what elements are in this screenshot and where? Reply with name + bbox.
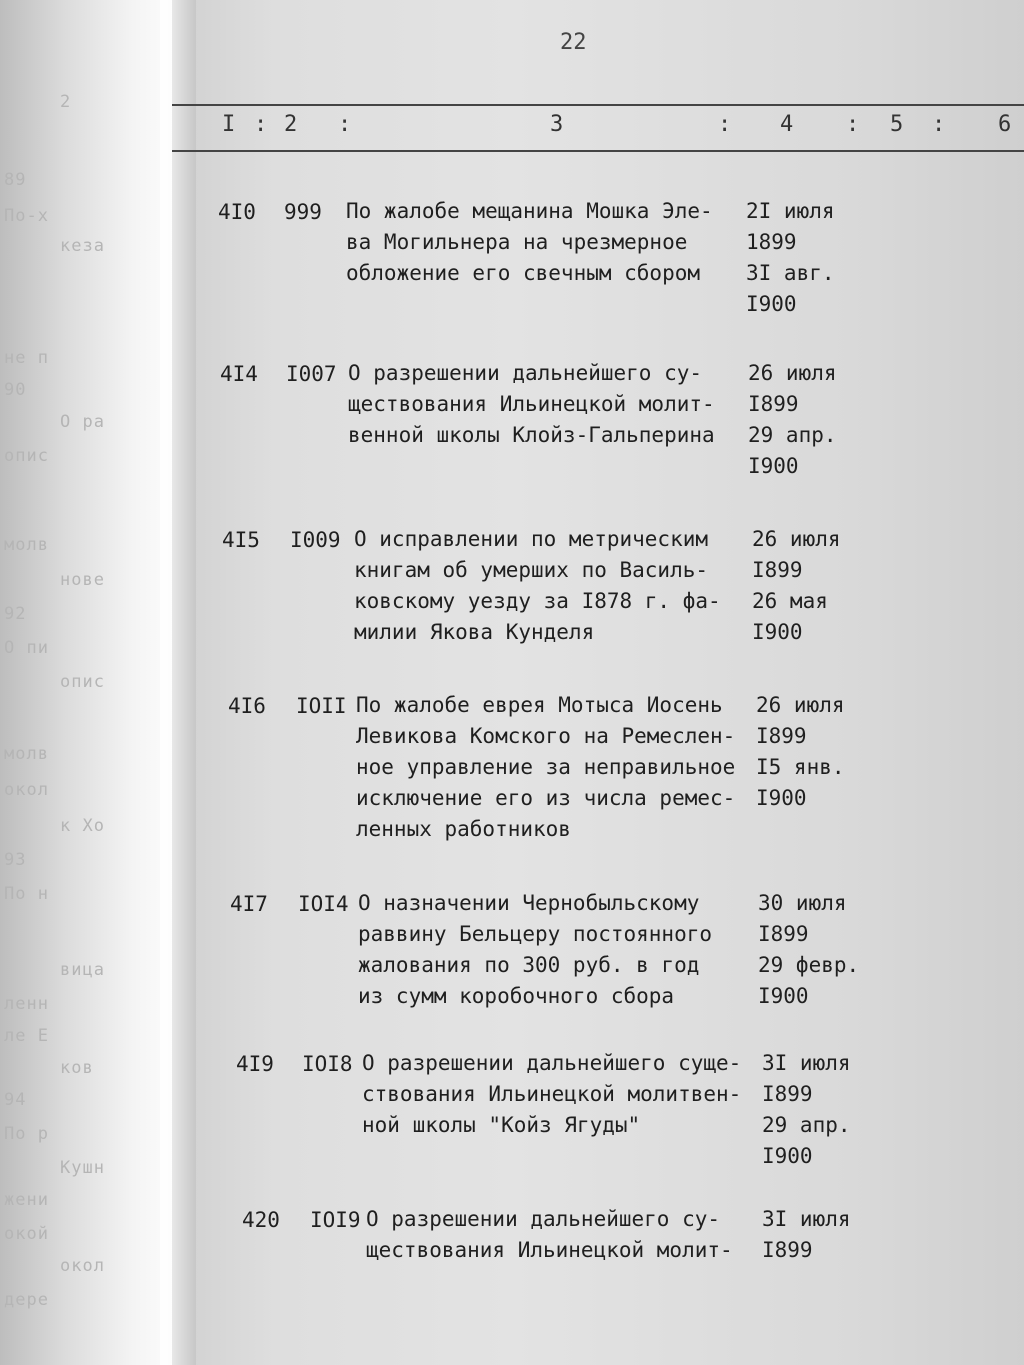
description-line: из сумм коробочного сбора xyxy=(358,984,675,1008)
bleed-text-fragment: окол xyxy=(60,1256,105,1276)
date-line: I900 xyxy=(748,454,799,478)
column-header-6: 6 xyxy=(998,112,1012,137)
bleed-text-fragment: вица xyxy=(60,960,105,980)
entry-description xyxy=(354,524,721,648)
date-line: 3I авг. xyxy=(746,261,835,285)
entry-dates xyxy=(762,1048,851,1172)
entry-description xyxy=(358,888,712,1012)
entry-description xyxy=(348,358,715,451)
entry-number: 420 xyxy=(242,1208,280,1232)
description-line: Левикова Комского на Ремеслен- xyxy=(356,724,736,748)
column-header-4: 4 xyxy=(780,112,794,137)
date-line: I899 xyxy=(758,922,809,946)
description-line: О назначении Чернобыльскому xyxy=(358,891,700,915)
date-line: I5 янв. xyxy=(756,755,845,779)
bleed-text-fragment: молв xyxy=(4,535,49,555)
description-line: ществования Ильинецкой молит- xyxy=(348,392,715,416)
case-number: I007 xyxy=(286,362,337,386)
entry-dates xyxy=(756,690,845,814)
case-number: IOI4 xyxy=(298,892,349,916)
bleed-text-fragment: окол xyxy=(4,780,49,800)
column-header-5: 5 xyxy=(890,112,904,137)
entry-description xyxy=(362,1048,741,1141)
date-line: I899 xyxy=(756,724,807,748)
bleed-text-fragment: 2 xyxy=(60,92,72,112)
entry-number: 4I0 xyxy=(218,200,256,224)
date-line: 29 февр. xyxy=(758,953,860,977)
case-number: IOI8 xyxy=(302,1052,353,1076)
date-line: 29 апр. xyxy=(748,423,837,447)
description-line: ковскому уезду за I878 г. фа- xyxy=(354,589,721,613)
bleed-text-fragment: О ра xyxy=(60,412,105,432)
description-line: ленных работников xyxy=(356,817,571,841)
date-line: 26 мая xyxy=(752,589,828,613)
date-line: I900 xyxy=(752,620,803,644)
date-line: I899 xyxy=(748,392,799,416)
entry-number: 4I7 xyxy=(230,892,268,916)
entry-dates xyxy=(746,196,835,320)
entry-dates xyxy=(752,524,841,648)
column-header-2: 2 xyxy=(284,112,298,137)
case-number: 999 xyxy=(284,200,322,224)
date-line: 2I июля xyxy=(746,199,835,223)
date-line: 29 апр. xyxy=(762,1113,851,1137)
bleed-text-fragment: 94 xyxy=(4,1090,27,1110)
date-line: I900 xyxy=(746,292,797,316)
description-line: книгам об умерших по Василь- xyxy=(354,558,709,582)
date-line: I899 xyxy=(762,1238,813,1262)
bleed-text-fragment: опис xyxy=(60,672,105,692)
case-number: IOII xyxy=(296,694,347,718)
entry-number: 4I9 xyxy=(236,1052,274,1076)
bleed-text-fragment: ле Е xyxy=(4,1026,49,1046)
description-line: По жалобе мещанина Мошка Эле- xyxy=(346,199,713,223)
bleed-text-fragment: жени xyxy=(4,1190,49,1210)
header-rule-top xyxy=(172,104,1024,106)
bleed-text-fragment: кеза xyxy=(60,236,105,256)
bleed-text-fragment: 93 xyxy=(4,850,27,870)
date-line: 26 июля xyxy=(756,693,845,717)
description-line: милии Якова Кунделя xyxy=(354,620,595,644)
bleed-text-fragment: По р xyxy=(4,1124,49,1144)
description-line: ной школы "Койз Ягуды" xyxy=(362,1113,641,1137)
date-line: 26 июля xyxy=(748,361,837,385)
description-line: жалования по 300 руб. в год xyxy=(358,953,700,977)
bleed-text-fragment: не п xyxy=(4,348,49,368)
page-number: 22 xyxy=(560,30,587,55)
description-line: О разрешении дальнейшего су- xyxy=(348,361,703,385)
bleed-text-fragment: ков xyxy=(60,1058,94,1078)
bleed-text-fragment: 90 xyxy=(4,380,27,400)
bleed-text-fragment: По н xyxy=(4,884,49,904)
description-line: ствования Ильинецкой молитвен- xyxy=(362,1082,742,1106)
description-line: О исправлении по метрическим xyxy=(354,527,709,551)
bleed-text-fragment: к Хо xyxy=(60,816,105,836)
date-line: 30 июля xyxy=(758,891,847,915)
description-line: ва Могильнера на чрезмерное xyxy=(346,230,688,254)
description-line: обложение его свечным сбором xyxy=(346,261,701,285)
bleed-text-fragment: 92 xyxy=(4,604,27,624)
header-rule-bottom xyxy=(172,150,1024,152)
description-line: По жалобе еврея Мотыса Иосень xyxy=(356,693,723,717)
entry-description xyxy=(346,196,713,289)
date-line: I900 xyxy=(756,786,807,810)
description-line: раввину Бельцеру постоянного xyxy=(358,922,713,946)
entry-number: 4I4 xyxy=(220,362,258,386)
column-separator: : xyxy=(846,112,860,137)
entry-dates xyxy=(748,358,837,482)
bleed-text-fragment: ленн xyxy=(4,994,49,1014)
column-separator: : xyxy=(254,112,268,137)
entry-dates xyxy=(762,1204,851,1266)
bleed-text-fragment: нове xyxy=(60,570,105,590)
column-header-3: 3 xyxy=(550,112,564,137)
case-number: I009 xyxy=(290,528,341,552)
bleed-text-fragment: Кушн xyxy=(60,1158,105,1178)
bleed-text-fragment: опис xyxy=(4,446,49,466)
book-spine-shadow xyxy=(160,0,196,1365)
bleed-text-fragment: О пи xyxy=(4,638,49,658)
date-line: I900 xyxy=(762,1144,813,1168)
date-line: I900 xyxy=(758,984,809,1008)
date-line: I899 xyxy=(752,558,803,582)
date-line: 3I июля xyxy=(762,1051,851,1075)
bleed-text-fragment: окой xyxy=(4,1224,49,1244)
column-separator: : xyxy=(718,112,732,137)
column-separator: : xyxy=(932,112,946,137)
case-number: IOI9 xyxy=(310,1208,361,1232)
date-line: I899 xyxy=(762,1082,813,1106)
description-line: О разрешении дальнейшего су- xyxy=(366,1207,721,1231)
date-line: 3I июля xyxy=(762,1207,851,1231)
bleed-text-fragment: дере xyxy=(4,1290,49,1310)
description-line: венной школы Клойз-Гальперина xyxy=(348,423,715,447)
bleed-text-fragment: По-х xyxy=(4,206,49,226)
entry-number: 4I6 xyxy=(228,694,266,718)
date-line: 26 июля xyxy=(752,527,841,551)
bleed-text-fragment: молв xyxy=(4,744,49,764)
description-line: О разрешении дальнейшего суще- xyxy=(362,1051,742,1075)
column-separator: : xyxy=(338,112,352,137)
date-line: 1899 xyxy=(746,230,797,254)
description-line: ное управление за неправильное xyxy=(356,755,736,779)
entry-description xyxy=(356,690,735,845)
description-line: исключение его из числа ремес- xyxy=(356,786,736,810)
bleed-text-fragment: 89 xyxy=(4,170,27,190)
entry-number: 4I5 xyxy=(222,528,260,552)
description-line: ществования Ильинецкой молит- xyxy=(366,1238,733,1262)
column-header-1: I xyxy=(222,112,236,137)
entry-description xyxy=(366,1204,733,1266)
entry-dates xyxy=(758,888,859,1012)
